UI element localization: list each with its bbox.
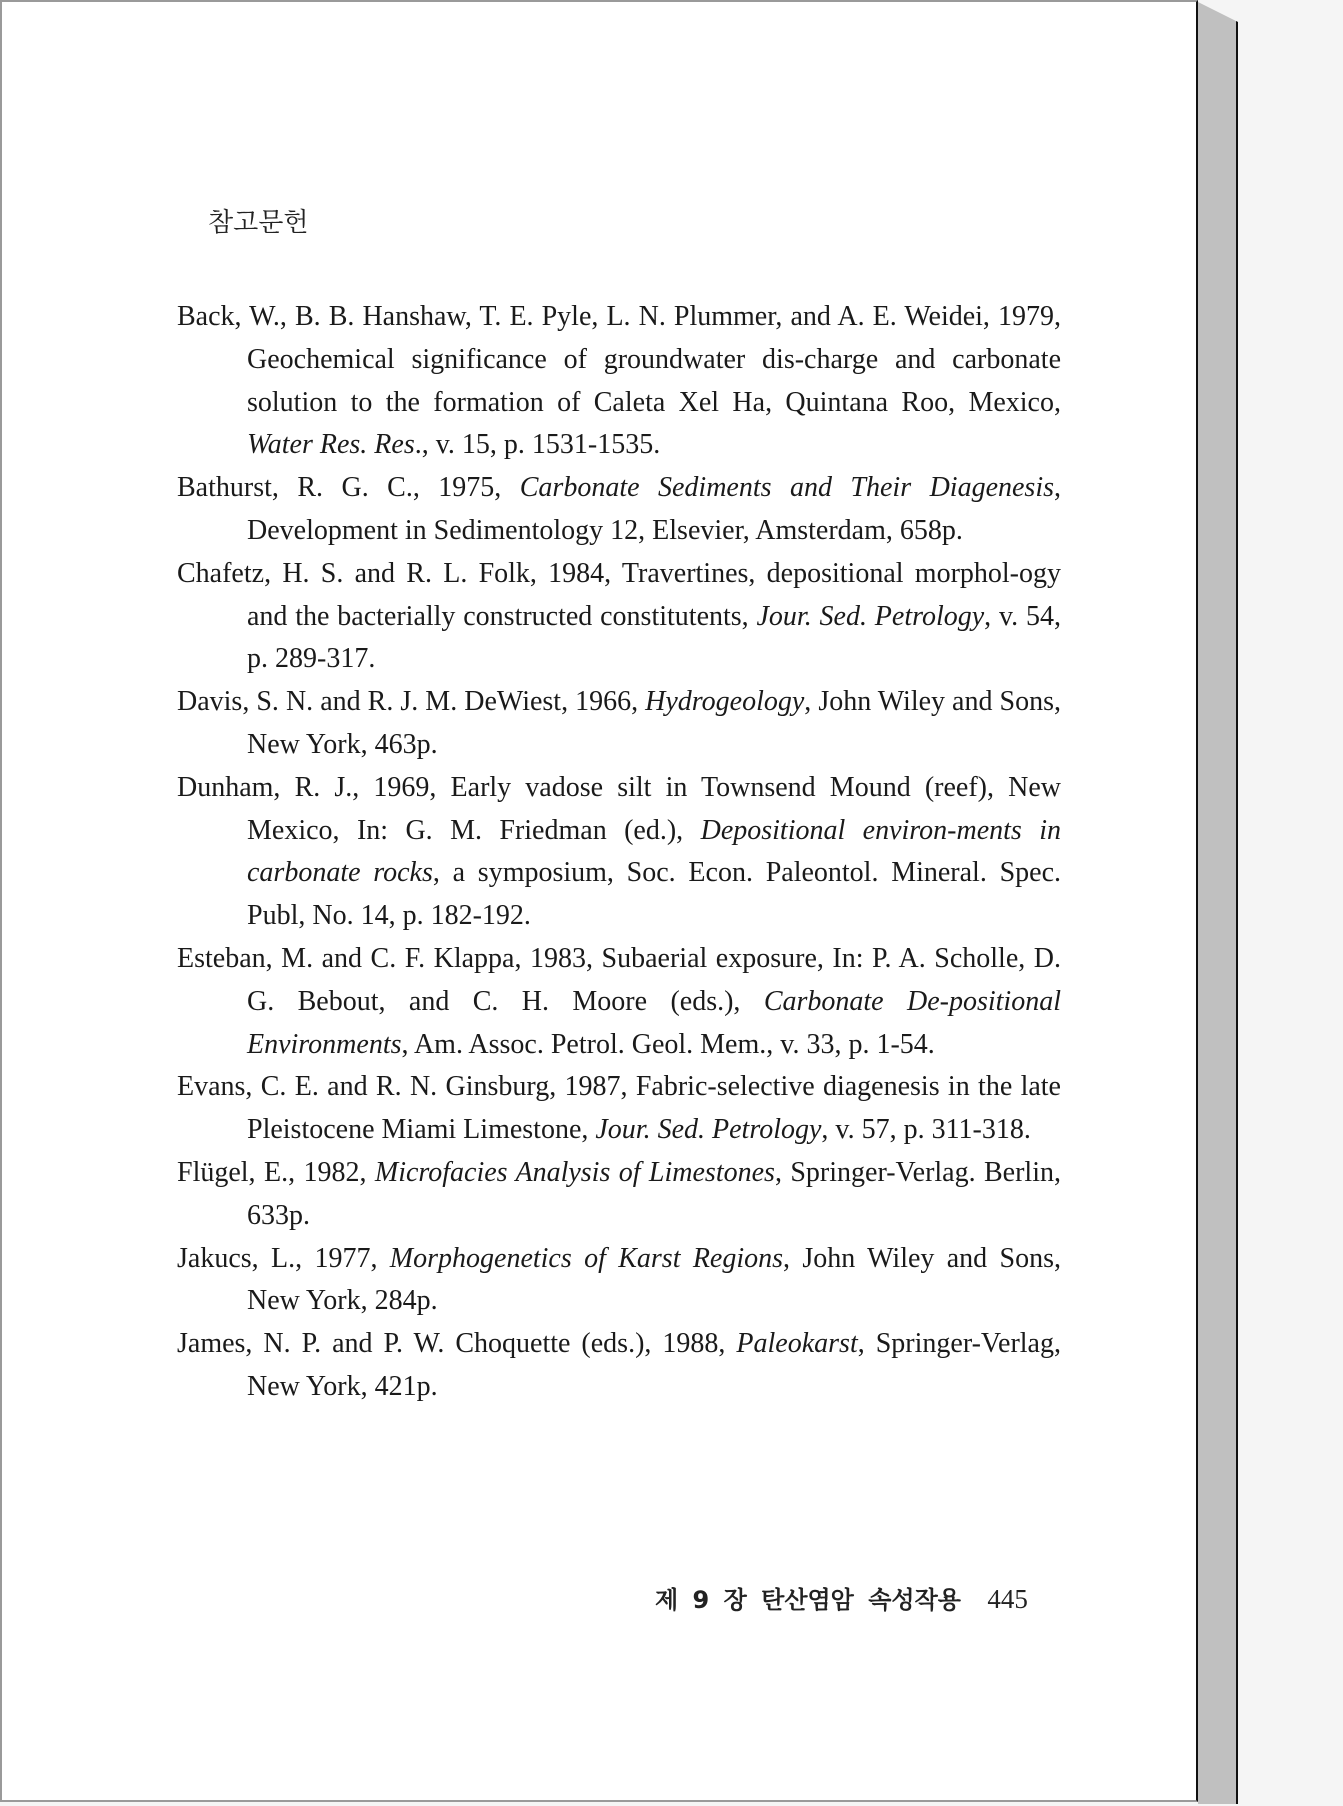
reference-entry (177, 1066, 1061, 1152)
reference-text: Jakucs, L., 1977, (177, 1242, 390, 1274)
reference-entry (177, 681, 1061, 767)
reference-text: ., v. 15, p. 1531-1535. (414, 429, 661, 461)
reference-title: Morphogenetics of Karst Regions (389, 1242, 784, 1274)
reference-text: Flügel, E., 1982, (177, 1156, 375, 1188)
reference-title: Hydrogeology (645, 686, 805, 718)
reference-entry (177, 1323, 1061, 1409)
reference-entry (177, 553, 1061, 681)
reference-text: Davis, S. N. and R. J. M. DeWiest, 1966, (177, 686, 646, 718)
reference-entry (177, 1238, 1061, 1324)
reference-title: Depositional environ-ments in carbonate rocks (247, 814, 1061, 889)
reference-entry (177, 767, 1061, 938)
reference-text: Chafetz, H. S. and R. L. Folk, 1984, Travertines, depositional morphol-ogy and the bacterially constructed constitutents, (177, 557, 1061, 632)
page-edge (1198, 2, 1238, 1804)
reference-text: Bathurst, R. G. C., 1975, (177, 472, 520, 504)
reference-text: Back, W., B. B. Hanshaw, T. E. Pyle, L. N. Plummer, and A. E. Weidei, 1979, Geochemical significance of groundwater dis-charge and carbonate solution to the formation of Caleta Xel Ha, Quintana Roo, Mexico, (177, 301, 1061, 418)
page-footer (655, 1580, 1028, 1615)
reference-entry (177, 467, 1061, 553)
reference-text: , John Wiley and Sons, New York, 284p. (247, 1242, 1061, 1317)
reference-text: , v. 57, p. 311-318. (821, 1114, 1031, 1146)
reference-text: , Springer-Verlag, New York, 421p. (247, 1328, 1061, 1402)
section-heading: 참고문헌 (208, 208, 309, 238)
reference-title: Paleokarst (736, 1328, 858, 1360)
reference-title: Jour. Sed. Petrology (756, 600, 985, 632)
reference-text: , a symposium, Soc. Econ. Paleontol. Mineral. Spec. Publ, No. 14, p. 182-192. (247, 857, 1062, 932)
reference-text: Dunham, R. J., 1969, Early vadose silt in Townsend Mound (reef), New Mexico, In: G. M. Friedman (ed.), (177, 771, 1061, 846)
reference-text: , John Wiley and Sons, New York, 463p. (247, 686, 1061, 760)
reference-title: Water Res. Res (247, 429, 415, 461)
reference-text: Evans, C. E. and R. N. Ginsburg, 1987, Fabric-selective diagenesis in the late Pleistocene Miami Limestone, (177, 1071, 1061, 1146)
reference-title: Carbonate Sediments and Their Diagenesis (519, 472, 1054, 504)
reference-title: Carbonate De-positional Environments (247, 985, 1061, 1060)
reference-title: Microfacies Analysis of Limestones (374, 1156, 775, 1188)
reference-list (177, 296, 1061, 1409)
reference-text: James, N. P. and P. W. Choquette (eds.), 1988, (177, 1328, 737, 1360)
reference-text: , Springer-Verlag. Berlin, 633p. (247, 1156, 1061, 1231)
reference-entry (177, 296, 1061, 467)
reference-text: , v. 54, p. 289-317. (247, 600, 1061, 675)
reference-entry (177, 1152, 1061, 1238)
reference-entry (177, 938, 1061, 1066)
chapter-title: 제 9 장 탄산염암 속성작용 (655, 1586, 961, 1614)
reference-text: Esteban, M. and C. F. Klappa, 1983, Subaerial exposure, In: P. A. Scholle, D. G. Bebout, and C. H. Moore (eds.), (177, 942, 1061, 1017)
reference-text: , Development in Sedimentology 12, Elsevier, Amsterdam, 658p. (247, 472, 1061, 546)
reference-title: Jour. Sed. Petrology (595, 1114, 822, 1146)
page-number: 445 (987, 1584, 1028, 1614)
reference-text: , Am. Assoc. Petrol. Geol. Mem., v. 33, p. 1-54. (401, 1028, 935, 1060)
